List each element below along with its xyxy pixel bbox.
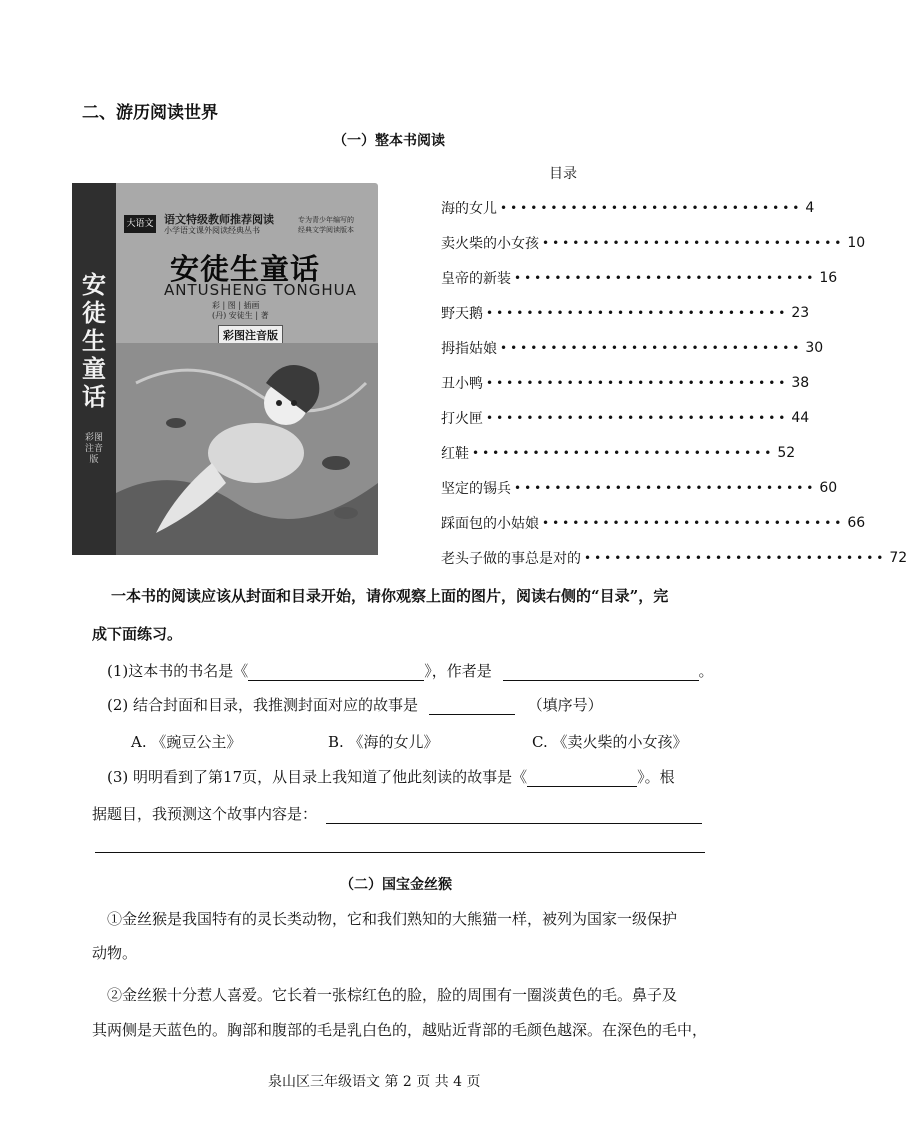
q3-prefix: (3) 明明看到了第 [107, 768, 224, 786]
mermaid-illustration [116, 343, 378, 555]
page-footer: 泉山区三年级语文 第 2 页 共 4 页 [268, 1074, 481, 1090]
instructions-line2: 成下面练习。 [92, 625, 183, 643]
toc-item-page: 66 [847, 515, 866, 531]
toc-title: 目录 [549, 166, 577, 182]
q2-option-a: A. 《豌豆公主》 [131, 733, 242, 751]
toc-item [441, 267, 838, 289]
toc-item-title: 丑小鸭 [441, 376, 483, 392]
toc-item-page: 30 [805, 340, 824, 356]
toc-leader-dots: •••••••••••••••••••••••••••••• [486, 411, 789, 425]
toc-item [441, 337, 824, 359]
prediction-blank[interactable] [326, 805, 702, 824]
toc-leader-dots: •••••••••••••••••••••••••••••• [472, 446, 775, 460]
toc-item-page: 38 [791, 375, 810, 391]
toc-leader-dots: •••••••••••••••••••••••••••••• [514, 481, 817, 495]
q2-prefix: (2) 结合封面和目录，我推测封面对应的故事是 [107, 696, 419, 714]
spine-title: 安徒生童话 [82, 270, 106, 411]
cover-title: 安徒生童话 [170, 252, 321, 286]
toc-item-title: 拇指姑娘 [441, 341, 497, 357]
toc-item-title: 皇帝的新装 [441, 271, 511, 287]
toc-item-title: 卖火柴的小女孩 [441, 236, 539, 252]
book-cover-image [72, 183, 378, 555]
question-1 [107, 660, 714, 681]
cover-recommend-line1: 语文特级教师推荐阅读 [164, 213, 274, 226]
toc-leader-dots: •••••••••••••••••••••••••••••• [584, 551, 887, 565]
q2-option-b: B. 《海的女儿》 [328, 733, 439, 751]
passage-para1-line1: ①金丝猴是我国特有的灵长类动物，它和我们熟知的大熊猫一样，被列为国家一级保护 [107, 910, 678, 928]
author-blank[interactable] [503, 662, 699, 681]
section-title: 二、游历阅读世界 [82, 103, 218, 123]
toc-leader-dots: •••••••••••••••••••••••••••••• [500, 201, 803, 215]
book-title-blank[interactable] [248, 662, 424, 681]
q1-suffix: 。 [698, 662, 714, 680]
toc-item-title: 打火匣 [441, 411, 483, 427]
q3-suffix: 》。根 [637, 768, 675, 786]
question-3 [107, 766, 675, 787]
question-2 [107, 694, 603, 715]
cover-edition-badge: 彩图注音版 [218, 325, 283, 345]
cover-credits: 彩 | 图 | 插画 (丹) 安徒生 | 著 [212, 301, 269, 320]
toc-item-page: 44 [791, 410, 810, 426]
toc-leader-dots: •••••••••••••••••••••••••••••• [542, 236, 845, 250]
q2-option-c: C. 《卖火柴的小女孩》 [532, 733, 688, 751]
part2-heading: （二）国宝金丝猴 [340, 877, 452, 893]
toc-item-page: 4 [805, 200, 815, 216]
q2-suffix: （填序号） [527, 696, 603, 714]
toc-item-page: 52 [777, 445, 796, 461]
toc-item-title: 海的女儿 [441, 201, 497, 217]
toc-item-page: 72 [889, 550, 907, 566]
cover-side-note: 专为青少年编写的 经典文学阅读版本 [298, 216, 354, 234]
toc-item-title: 踩面包的小姑娘 [441, 516, 539, 532]
cover-pinyin: ANTUSHENG TONGHUA [164, 281, 357, 299]
current-story-blank[interactable] [527, 768, 637, 787]
toc-item-title: 野天鹅 [441, 306, 483, 322]
toc-leader-dots: •••••••••••••••••••••••••••••• [500, 341, 803, 355]
q3-page-number: 17 [223, 768, 243, 786]
toc-item [441, 302, 810, 324]
passage-para2-line2: 其两侧是天蓝色的。胸部和腹部的毛是乳白色的，越贴近背部的毛颜色越深。在深色的毛中， [92, 1021, 708, 1039]
toc-item [441, 477, 838, 499]
question-3-line2 [92, 803, 702, 824]
toc-item [441, 197, 815, 219]
toc-item [441, 512, 866, 534]
toc-leader-dots: •••••••••••••••••••••••••••••• [514, 271, 817, 285]
passage-para1-line2: 动物。 [92, 944, 138, 962]
toc-leader-dots: •••••••••••••••••••••••••••••• [542, 516, 845, 530]
publisher-logo: 大语文 [124, 215, 156, 233]
toc-item [441, 547, 907, 569]
toc-item [441, 232, 866, 254]
toc-item-page: 16 [819, 270, 838, 286]
toc-item [441, 372, 810, 394]
toc-item [441, 407, 810, 429]
passage-para2-line1: ②金丝猴十分惹人喜爱。它长着一张棕红色的脸，脸的周围有一圈淡黄色的毛。鼻子及 [107, 986, 678, 1004]
part1-heading: （一）整本书阅读 [333, 133, 445, 149]
toc-item-page: 60 [819, 480, 838, 496]
q3-mid: 页，从目录上我知道了他此刻读的故事是《 [242, 768, 528, 786]
story-number-blank[interactable] [429, 696, 515, 715]
cover-recommend-line2: 小学语文课外阅读经典丛书 [164, 226, 260, 235]
toc-item [441, 442, 796, 464]
toc-leader-dots: •••••••••••••••••••••••••••••• [486, 306, 789, 320]
toc-item-title: 老头子做的事总是对的 [441, 551, 581, 567]
toc-item-page: 10 [847, 235, 866, 251]
prediction-answer-line[interactable] [95, 852, 705, 853]
q1-prefix: (1)这本书的书名是《 [107, 662, 249, 680]
toc-leader-dots: •••••••••••••••••••••••••••••• [486, 376, 789, 390]
q1-mid: 》，作者是 [424, 662, 492, 680]
toc-item-title: 坚定的锡兵 [441, 481, 511, 497]
q3-line2: 据题目，我预测这个故事内容是： [92, 805, 318, 823]
instructions-line1: 一本书的阅读应该从封面和目录开始，请你观察上面的图片，阅读右侧的“目录”，完 [111, 587, 669, 605]
spine-subtitle: 彩图注音版 [84, 433, 103, 465]
toc-item-page: 23 [791, 305, 810, 321]
toc-item-title: 红鞋 [441, 446, 469, 462]
